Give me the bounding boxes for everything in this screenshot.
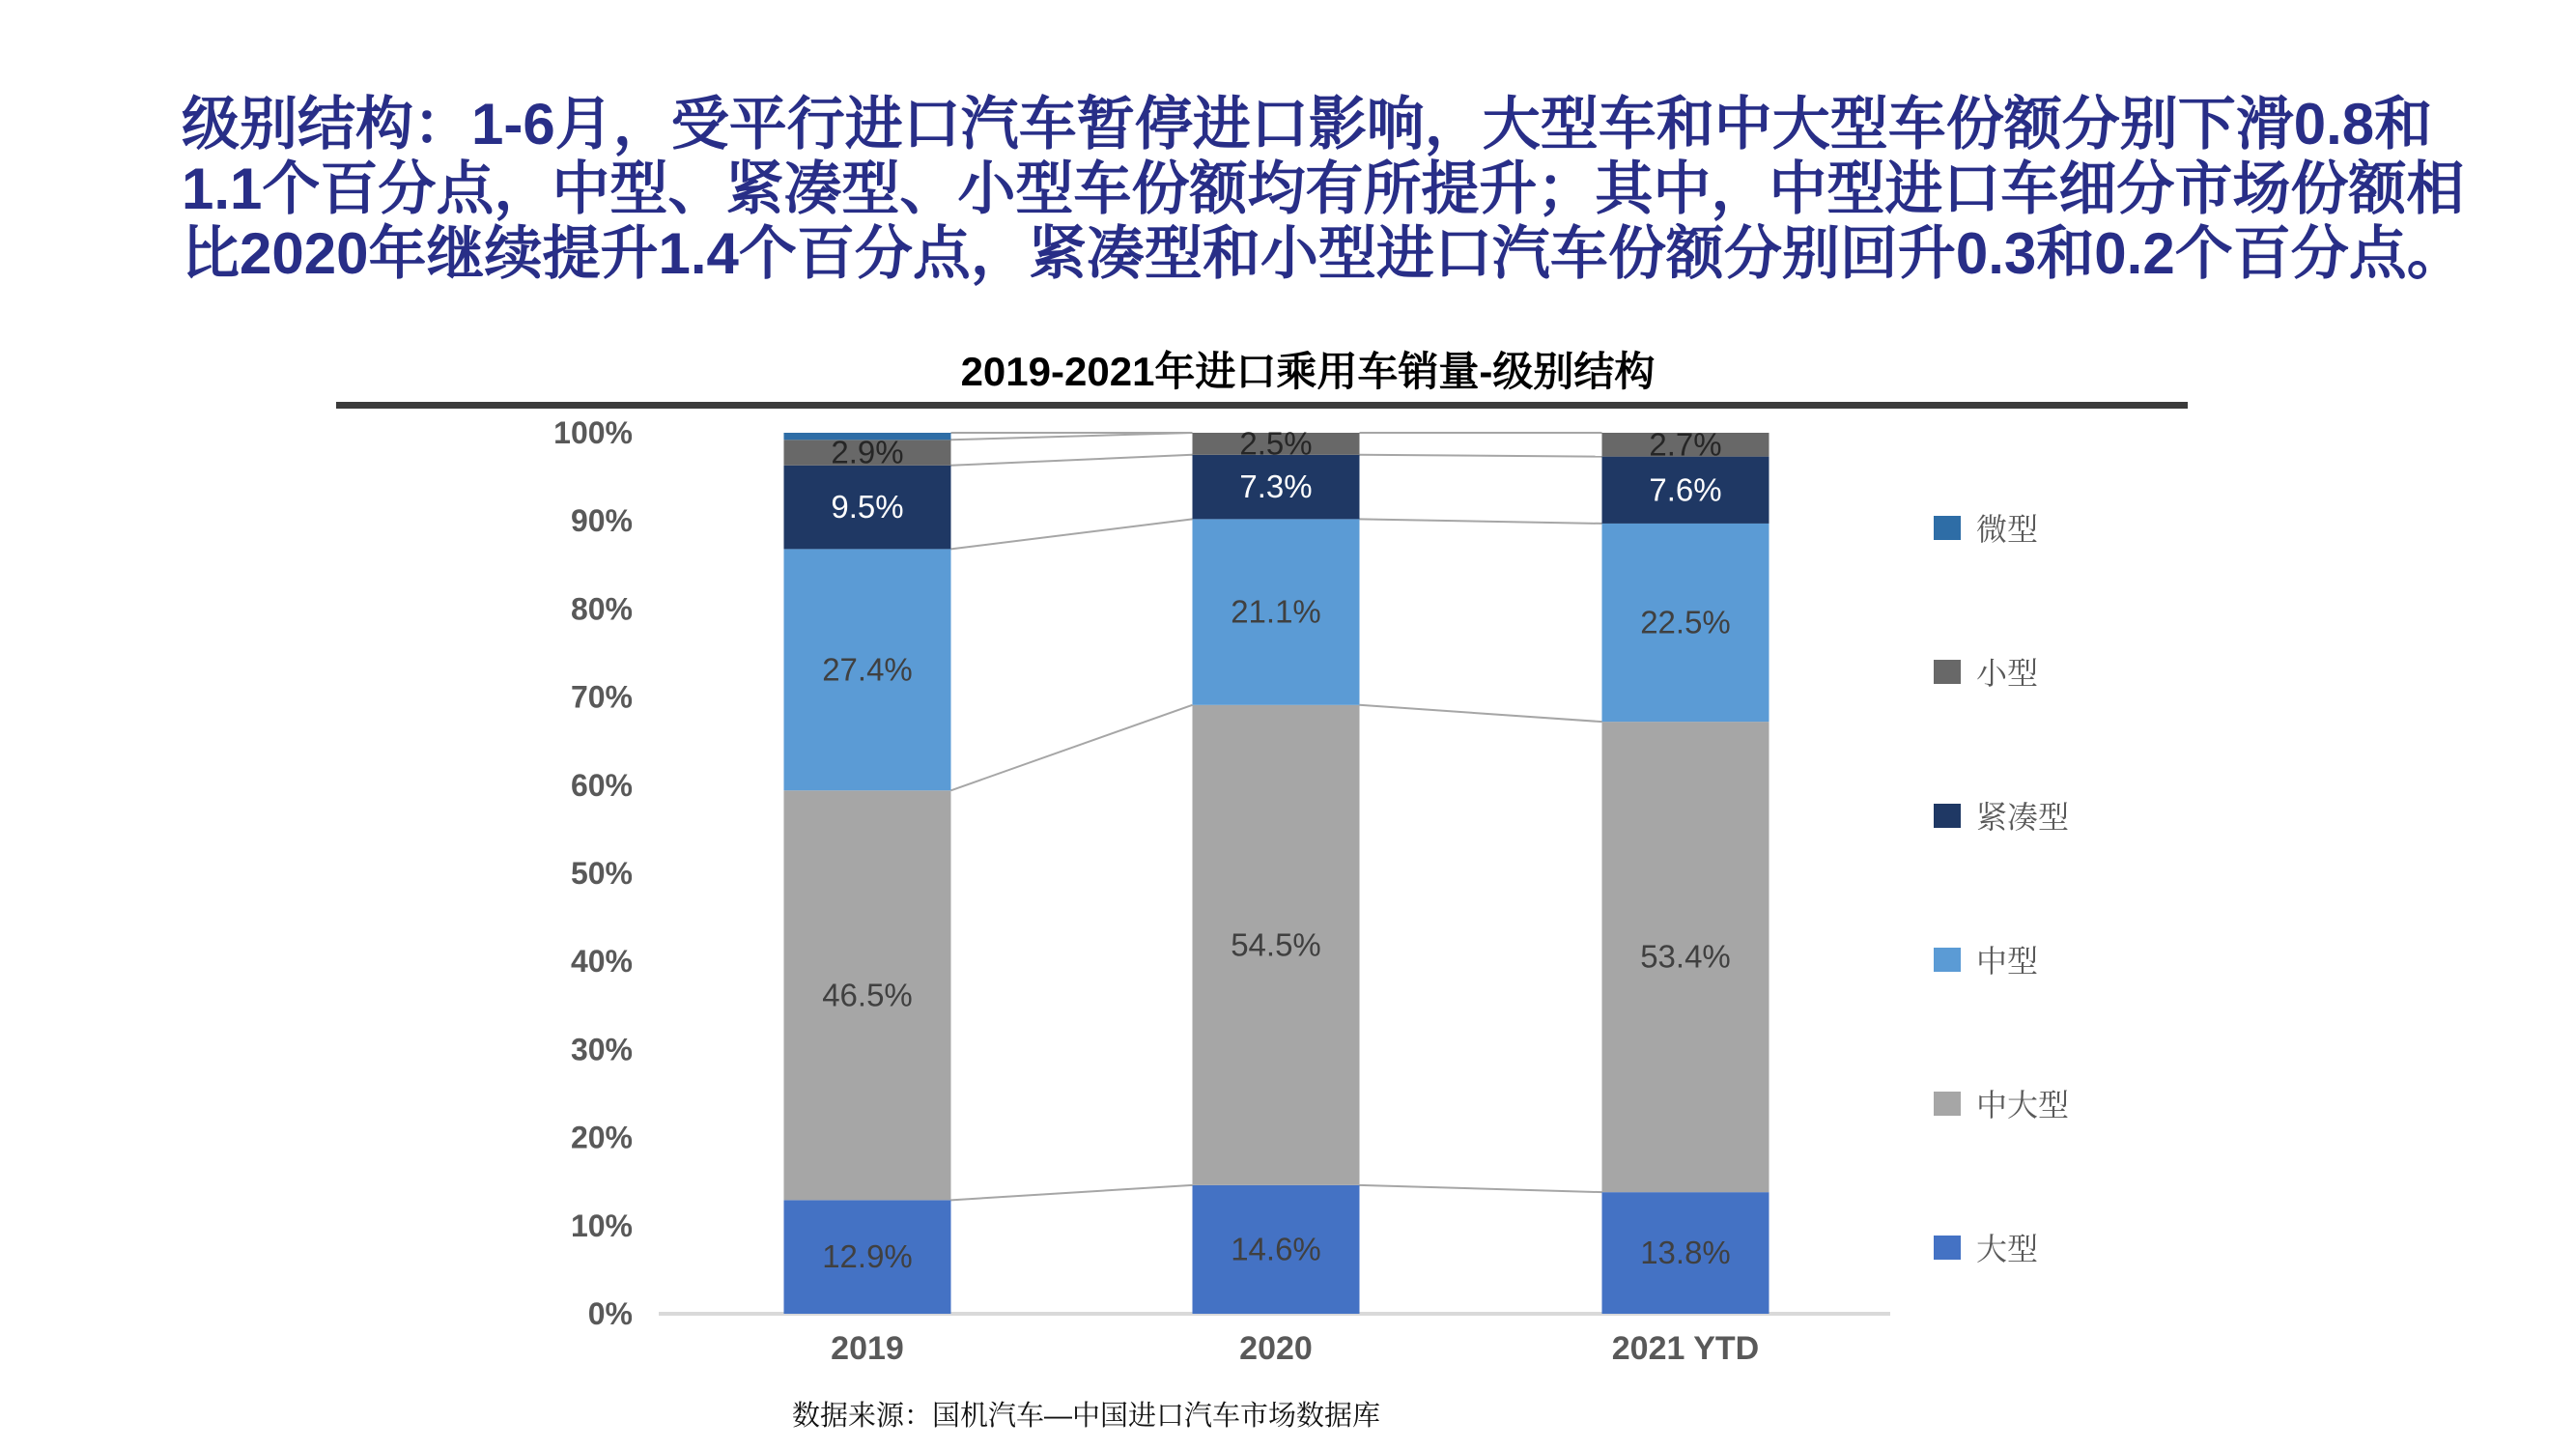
legend-item xyxy=(1934,1084,2069,1122)
connector-line xyxy=(1360,455,1602,457)
legend-item xyxy=(1934,796,2069,835)
segment-label: 22.5% xyxy=(1640,604,1731,640)
legend-swatch xyxy=(1934,948,1961,972)
segment-label: 21.1% xyxy=(1231,593,1321,630)
y-axis-tick-label: 20% xyxy=(570,1120,633,1155)
y-axis-tick-label: 70% xyxy=(570,679,633,715)
source-note: 数据来源：国机汽车—中国进口汽车市场数据库 xyxy=(792,1401,1381,1432)
legend-item xyxy=(1934,1228,2038,1266)
legend-label: 紧凑型 xyxy=(1976,800,2070,835)
segment-label: 13.8% xyxy=(1640,1235,1731,1271)
legend-swatch xyxy=(1934,660,1961,684)
segment-label: 27.4% xyxy=(822,651,913,688)
legend-label: 大型 xyxy=(1976,1232,2039,1266)
headline-line: 比2020年继续提升1.4个百分点，紧凑型和小型进口汽车份额分别回升0.3和0.2个百分点。 xyxy=(182,221,2465,286)
x-axis-category-label: 2020 xyxy=(1239,1330,1313,1367)
y-axis-tick-label: 60% xyxy=(570,767,633,803)
connector-line xyxy=(1360,519,1602,524)
connector-line xyxy=(951,1185,1193,1201)
legend-swatch xyxy=(1934,1236,1961,1260)
legend-label: 中大型 xyxy=(1976,1088,2070,1122)
segment-label: 53.4% xyxy=(1640,938,1731,975)
segment-label: 2.9% xyxy=(831,434,904,470)
y-axis-tick-label: 90% xyxy=(570,503,633,539)
connector-line xyxy=(1360,1185,1602,1192)
segment-label: 9.5% xyxy=(831,489,904,526)
y-axis-tick-label: 10% xyxy=(570,1208,633,1243)
y-axis-tick-label: 0% xyxy=(587,1296,633,1331)
legend-item xyxy=(1934,940,2038,979)
segment-label: 12.9% xyxy=(822,1238,913,1275)
legend-item xyxy=(1934,652,2038,691)
segment-label: 7.3% xyxy=(1239,469,1313,505)
legend-label: 中型 xyxy=(1976,944,2039,979)
segment-label: 2.7% xyxy=(1649,426,1722,463)
headline-line: 级别结构：1-6月，受平行进口汽车暂停进口影响，大型车和中大型车份额分别下滑0.8和 xyxy=(182,92,2433,156)
legend-label: 微型 xyxy=(1976,512,2039,547)
segment-label: 14.6% xyxy=(1231,1231,1321,1267)
segment-label: 46.5% xyxy=(822,977,913,1013)
y-axis-tick-label: 30% xyxy=(570,1032,633,1067)
legend-swatch xyxy=(1934,804,1961,828)
y-axis-tick-label: 40% xyxy=(570,944,633,980)
connector-line xyxy=(951,433,1193,440)
segment-label: 2.5% xyxy=(1239,425,1313,462)
legend-item xyxy=(1934,508,2038,547)
connector-line xyxy=(951,519,1193,549)
legend-swatch xyxy=(1934,1092,1961,1116)
connector-line xyxy=(951,705,1193,790)
chart-legend xyxy=(1934,0,2320,1449)
x-axis-category-label: 2019 xyxy=(831,1330,904,1367)
x-axis-category-label: 2021 YTD xyxy=(1611,1330,1760,1367)
legend-label: 小型 xyxy=(1976,656,2039,691)
y-axis-tick-label: 80% xyxy=(570,591,633,627)
chart-title: 2019-2021年进口乘用车销量-级别结构 xyxy=(960,349,1656,394)
connector-line xyxy=(1360,705,1602,722)
headline-line: 1.1个百分点，中型、紧凑型、小型车份额均有所提升；其中，中型进口车细分市场份额相 xyxy=(182,156,2465,221)
connector-line xyxy=(951,455,1193,466)
segment-label: 7.6% xyxy=(1649,471,1722,508)
segment-label: 54.5% xyxy=(1231,926,1321,963)
y-axis-tick-label: 50% xyxy=(570,856,633,891)
legend-swatch xyxy=(1934,516,1961,540)
y-axis-tick-label: 100% xyxy=(553,415,633,450)
